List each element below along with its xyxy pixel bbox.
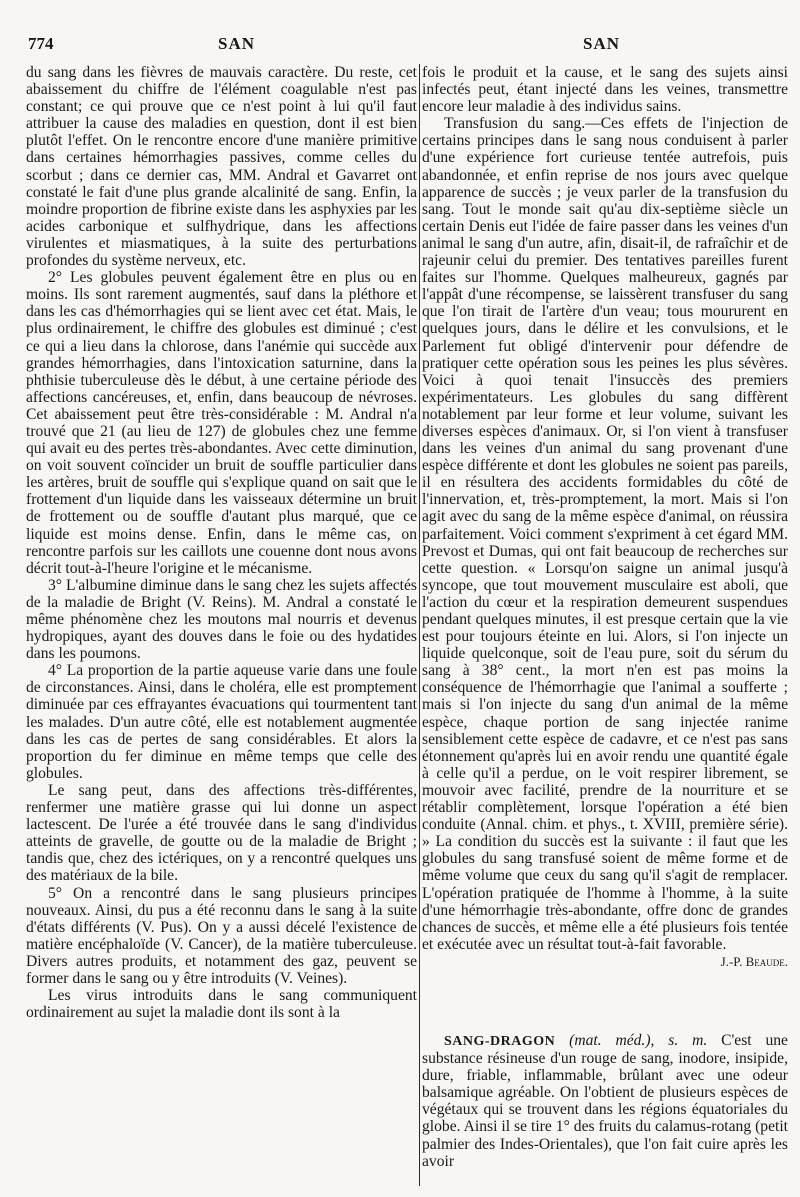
dictionary-entry: [422, 1032, 788, 1170]
left-column: [26, 64, 417, 1021]
entry-headword: SANG-DRAGON: [444, 1034, 556, 1049]
author-signature: J.-P. Beaude.: [720, 953, 788, 969]
entry-text: C'est une substance résineuse d'un rouge de sang, inodore, insipide, dure, friable, inflammable, brûlant avec une odeur balsamique agréable. On l'obtient de plusieurs espèces de végétaux qui se trouvent dans les régions équatoriales du globe. Ainsi il se tire 1° des fruits du calamus-rotang (petit palmier des Indes-Orientales), que l'on fait cuire après les avoir: [422, 1032, 788, 1170]
paragraph: Transfusion du sang.—Ces effets de l'injection de certains principes dans le sang nous conduisent à parler d'une expérience fort curieuse tentée autrefois, puis abandonnée, et enfin reprise de nos jours avec quelque apparence de succès ; je veux parler de la transfusion du sang. Tout le monde sait qu'au dix-septième siècle un certain Denis eut l'idée de faire passer dans les veines d'un animal le sang d'un autre, afin, disait-il, de rafraîchir et de rajeunir celui du premier. Des tentatives pareilles furent faites sur l'homme. Quelques malheureux, gagnés par l'appât d'une récompense, se laissèrent transfuser du sang que l'on tirait de l'artère d'un veau; tous moururent en quelques jours, dans le délire et les convulsions, et le Parlement fut obligé d'intervenir pour défendre de pratiquer cette opération sous les peines les plus sévères. Voici à quoi tenait l'insuccès des premiers expérimentateurs. Les globules du sang diffèrent notablement par leur forme et leur volume, suivant les diverses espèces d'animaux. Or, si l'on vient à transfuser dans les veines d'un animal du sang provenant d'une espèce différente et dont les globules ne soient pas pareils, il en résultera des accidents formidables du côté de l'innervation, et, très-promptement, la mort. Mais si l'on agit avec du sang de la même espèce d'animal, on réussira parfaitement. Voici comment s'expriment à cet égard MM. Prevost et Dumas, qui ont fait beaucoup de recherches sur cette question. « Lorsqu'on saigne un animal jusqu'à syncope, que tout mouvement musculaire est aboli, que l'action du cœur et la respiration demeurent suspendues pendant quelques minutes, il est presque certain que la vie est pour toujours éteinte en lui. Alors, si l'on injecte un liquide quelconque, soit de l'eau pure, soit du sérum du sang à 38° cent., la mort n'en est pas moins la conséquence de l'hémorrhagie que l'animal a soufferte ; mais si l'on injecte du sang d'un animal de la même espèce, chaque portion de sang injectée ranime sensiblement cette espèce de cadavre, et ce n'est pas sans étonnement qu'après lui en avoir rendu une quantité égale à celle qu'il a perdue, on le voit respirer librement, se mouvoir avec facilité, prendre de la nourriture et se rétablir complètement, lorsque l'opération a été bien conduite (Annal. chim. et phys., t. XVIII, première série). » La condition du succès est la suivante : il faut que les globules du sang transfusé soient de même forme et de même volume que ceux du sang qu'il s'agit de remplacer. L'opération pratiquée de l'homme à l'homme, à la suite d'une hémorrhagie très-abondante, offre donc de grandes chances de succès, et même elle a été plusieurs fois tentée et exécutée avec un résultat tout-à-fait favorable.: [422, 115, 788, 953]
running-head-right: SAN: [583, 34, 621, 53]
paragraph: 4° La proportion de la partie aqueuse varie dans une foule de circonstances. Ainsi, dans le choléra, elle est promptement diminuée par ces effrayantes évacuations qui tourmentent tant les malades. D'un autre côté, elle est notablement augmentée dans les cas de pertes de sang considérables. Et alors la proportion du fer diminue en même temps que celle des globules.: [26, 662, 417, 782]
page-number: 774: [28, 34, 54, 53]
paragraph: 2° Les globules peuvent également être en plus ou en moins. Ils sont rarement augmentés, sauf dans la pléthore et dans les cas d'hémorrhagies qui se lient avec cet état. Mais, le plus ordinairement, le chiffre des globules est diminué ; c'est ce qui a lieu dans la chlorose, dans l'anémie qui succède aux grandes hémorrhagies, dans l'intoxication saturnine, dans la phthisie tuberculeuse dès le début, à une certaine période des affections cancéreuses, et, enfin, dans beaucoup de névroses. Cet abaissement peut être très-considérable : M. Andral n'a trouvé que 21 (au lieu de 127) de globules chez une femme qui avait eu des pertes très-abondantes. Avec cette diminution, on voit souvent coïncider un bruit de souffle particulier dans les artères, bruit de souffle qui s'explique quand on sait que le frottement d'un liquide dans les vaisseaux détermine un bruit de frottement ou de souffle d'autant plus marqué, que ce liquide est moins dense. Enfin, dans le même cas, on rencontre parfois sur les caillots une couenne dont nous avons décrit tout-à-l'heure l'origine et le mécanisme.: [26, 269, 417, 577]
paragraph: fois le produit et la cause, et le sang des sujets ainsi infectés peut, étant injecté dans les veines, transmettre encore leur maladie à des individus sains.: [422, 64, 788, 116]
paragraph: Le sang peut, dans des affections très-différentes, renfermer une matière grasse qui lui donne un aspect lactescent. De l'urée a été trouvée dans le sang d'individus atteints de gravelle, de goutte ou de la maladie de Bright ; tandis que, chez des ictériques, on y a rencontré quelques uns des matériaux de la bile.: [26, 781, 417, 885]
paragraph: Les virus introduits dans le sang communiquent ordinairement au sujet la maladie dont ils sont à la: [26, 987, 417, 1022]
running-header: [0, 34, 800, 56]
paragraph: du sang dans les fièvres de mauvais caractère. Du reste, cet abaissement du chiffre de l'élément coagulable n'est pas constant; ce qui prouve que ce n'est point à lui qu'il faut attribuer la cause des maladies en question, dont il est bien plutôt l'effet. On le rencontre encore d'une manière primitive dans certaines hémorrhagies passives, comme celles du scorbut ; dans ce dernier cas, MM. Andral et Gavarret ont constaté le fait d'une plus grande alcalinité de sang. Enfin, la moindre proportion de fibrine existe dans les asphyxies par les acides carbonique et sulfhydrique, dans les affections virulentes et miasmatiques, à la suite des perturbations profondes du système nerveux, etc.: [26, 64, 417, 270]
running-head-left: SAN: [218, 34, 256, 53]
column-divider: [419, 64, 420, 1186]
paragraph: 5° On a rencontré dans le sang plusieurs principes nouveaux. Ainsi, du pus a été reconnu dans le sang à la suite d'états différents (V. Pus). On y a aussi décelé l'existence de matière encéphaloïde (V. Cancer), de la matière tuberculeuse. Divers autres produits, et notamment des gaz, peuvent se former dans le sang ou y être introduits (V. Veines).: [26, 884, 417, 987]
paragraph: 3° L'albumine diminue dans le sang chez les sujets affectés de la maladie de Bright (V. Reins). M. Andral a constaté le même phénomène chez les moutons mal nourris et devenus hydropiques, ayant des douves dans le foie ou des hydatides dans les poumons.: [26, 576, 417, 663]
entry-label: (mat. méd.), s. m.: [569, 1032, 708, 1049]
right-column: [422, 64, 788, 970]
